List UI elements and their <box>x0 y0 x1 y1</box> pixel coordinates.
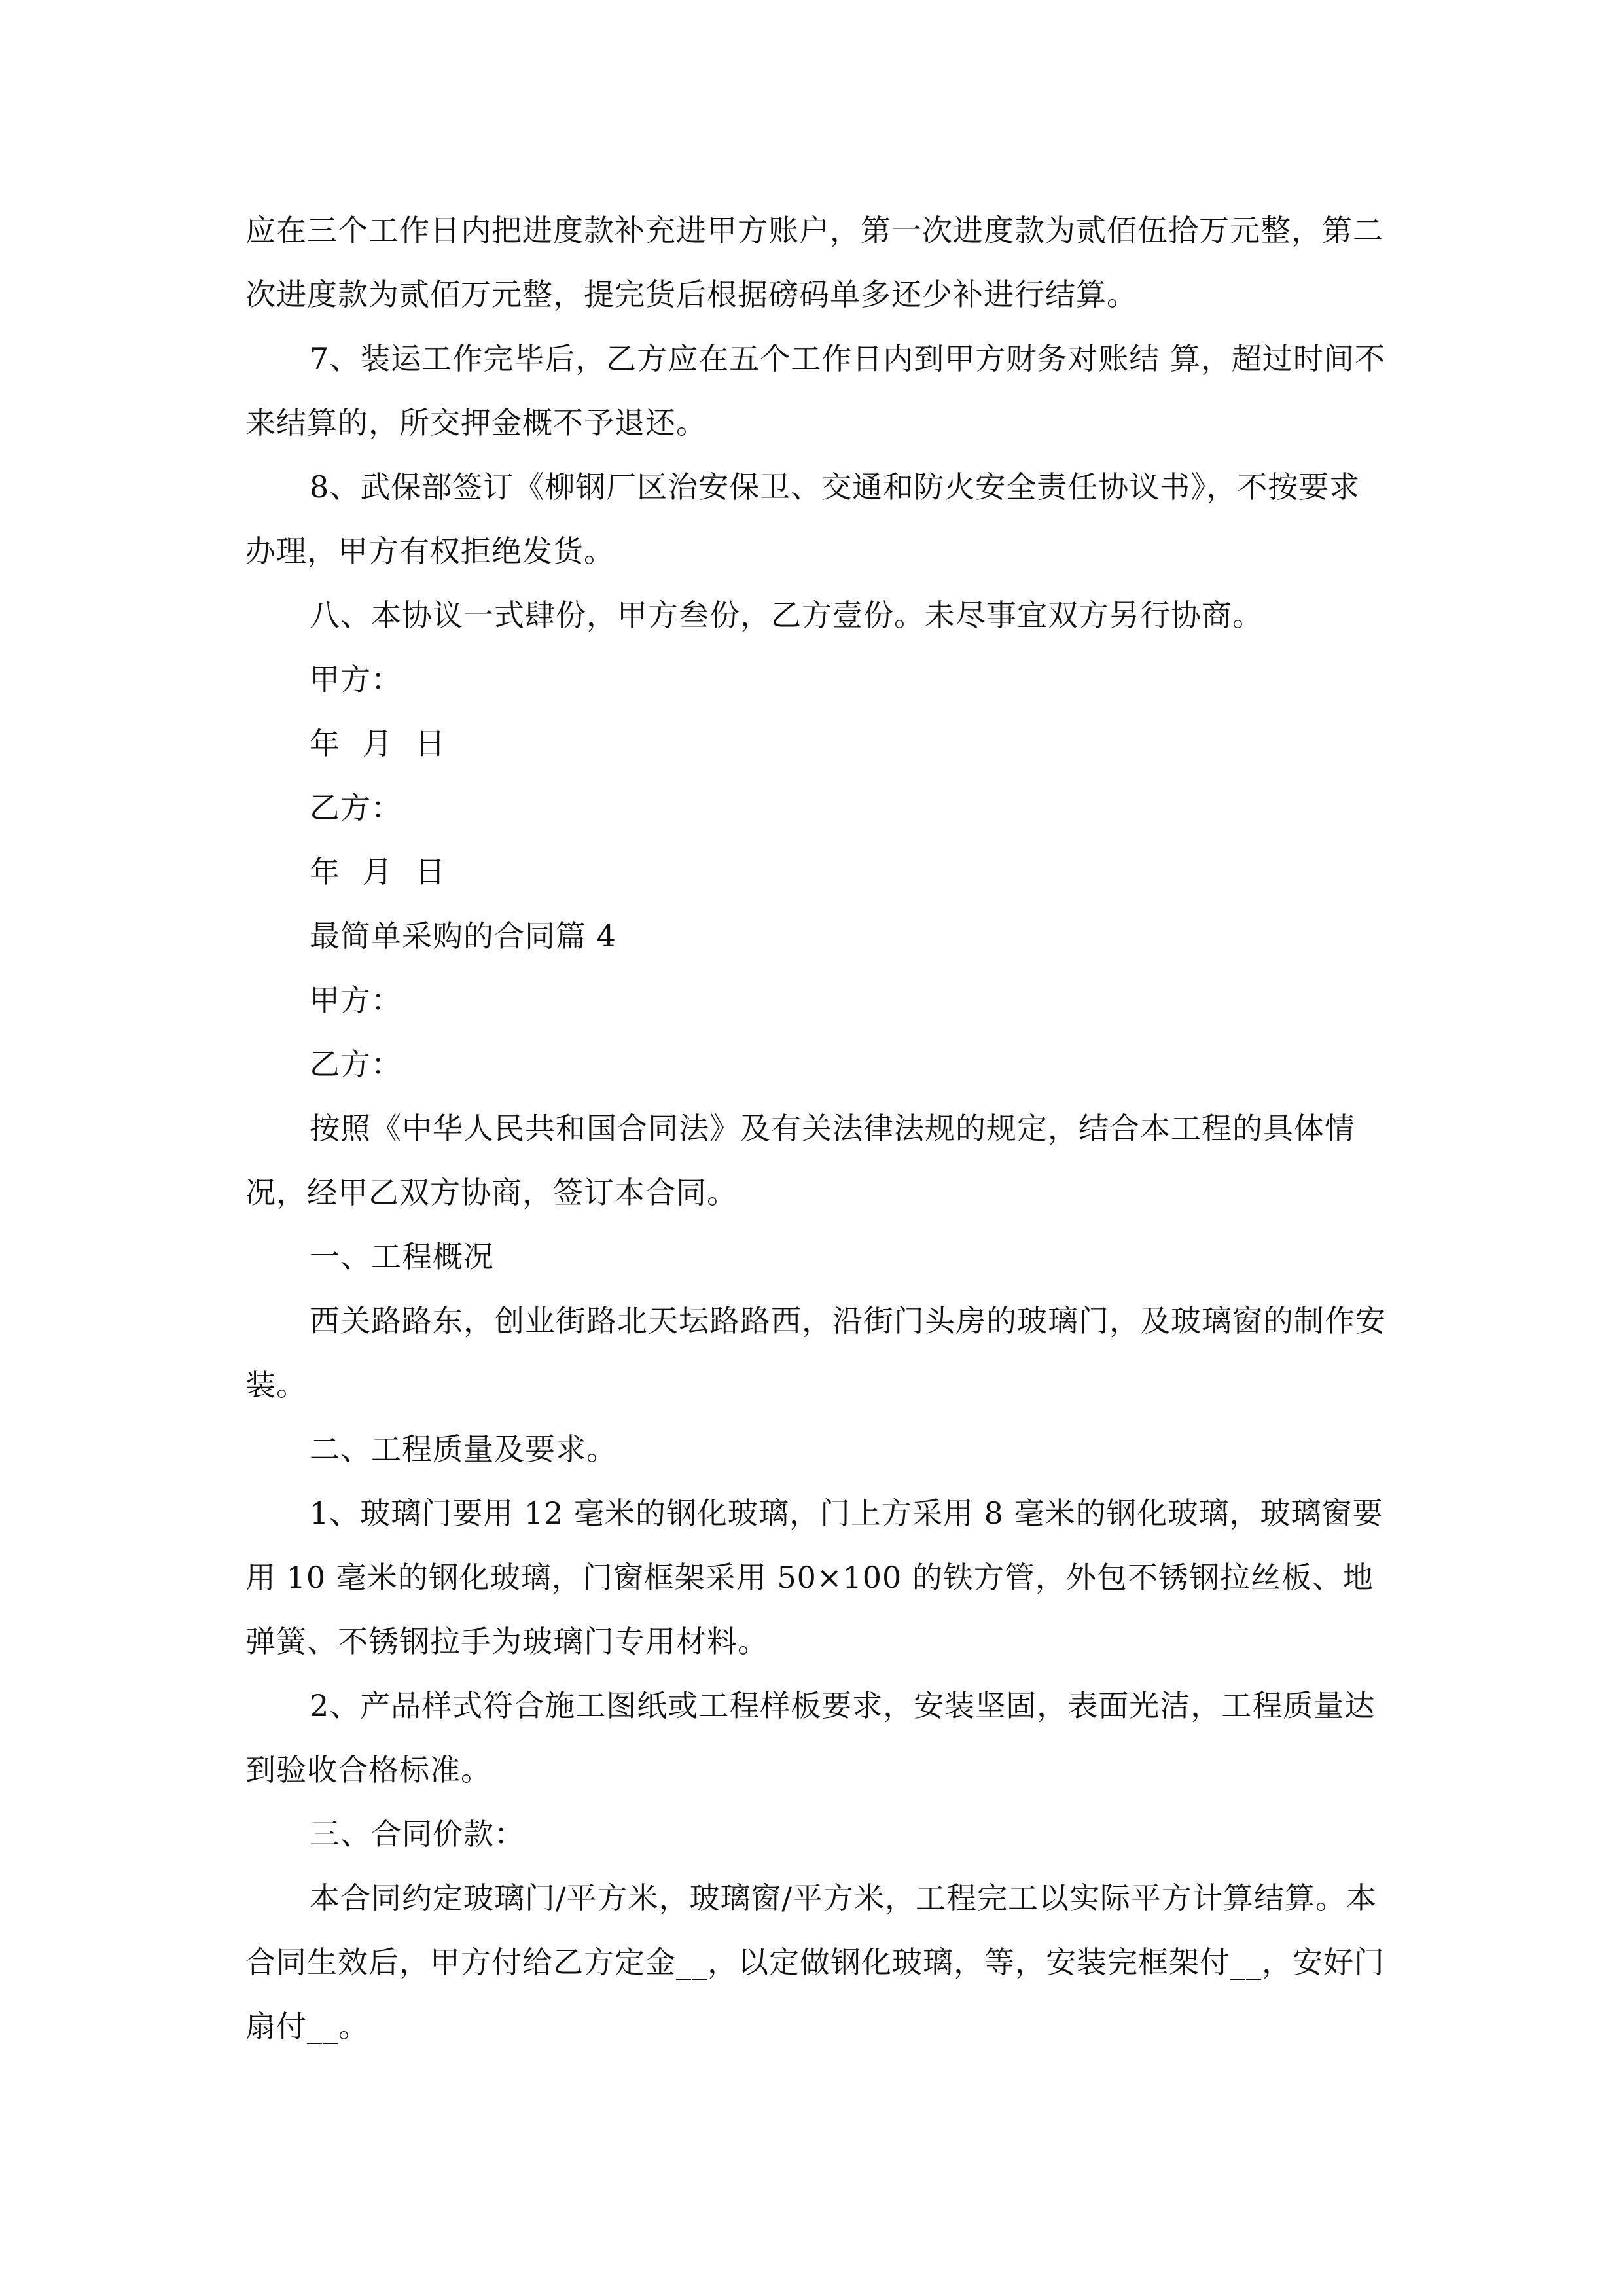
section-2-heading: 二、工程质量及要求。 <box>310 1431 617 1467</box>
section-1-heading: 一、工程概况 <box>310 1239 494 1274</box>
paragraph-clause-7: 7、装运工作完毕后，乙方应在五个工作日内到甲方财务对账结 算，超过时间不来结算的，所交押金概不予退还。 <box>245 341 1385 440</box>
section-3-body: 本合同约定玻璃门/平方米，玻璃窗/平方米，工程完工以实际平方计算结算。本合同生效后，甲方付给乙方定金__，以定做钢化玻璃，等，安装完框架付__，安好门扇付__。 <box>245 1880 1385 2044</box>
contract-4-intro: 按照《中华人民共和国合同法》及有关法律法规的规定，结合本工程的具体情况，经甲乙双方协商，签订本合同。 <box>245 1111 1355 1210</box>
paragraph-section-8-copies: 八、本协议一式肆份，甲方叁份，乙方壹份。未尽事宜双方另行协商。 <box>310 598 1263 633</box>
contract-4-party-a-label: 甲方： <box>310 982 402 1018</box>
section-3-heading: 三、合同价款： <box>310 1816 525 1852</box>
party-a-date-line: 年 月 日 <box>310 726 446 761</box>
document-body <box>245 198 1387 2058</box>
party-a-signature-label: 甲方： <box>310 662 402 697</box>
contract-4-party-b-label: 乙方： <box>310 1047 402 1082</box>
section-2-item-2: 2、产品样式符合施工图纸或工程样板要求，安装坚固，表面光洁，工程质量达到验收合格标准。 <box>245 1688 1376 1787</box>
section-2-item-1: 1、玻璃门要用 12 毫米的钢化玻璃，门上方采用 8 毫米的钢化玻璃，玻璃窗要用 10 毫米的钢化玻璃，门窗框架采用 50×100 的铁方管，外包不锈钢拉丝板、地弹簧、不锈钢拉手为玻璃门专用材料。 <box>245 1496 1383 1659</box>
contract-4-title: 最简单采购的合同篇 4 <box>310 918 616 954</box>
party-b-signature-label: 乙方： <box>310 790 402 825</box>
paragraph-progress-payment: 应在三个工作日内把进度款补充进甲方账户，第一次进度款为贰佰伍拾万元整，第二次进度款为贰佰万元整，提完货后根据磅码单多还少补进行结算。 <box>245 213 1383 312</box>
party-b-date-line: 年 月 日 <box>310 854 446 889</box>
section-1-body: 西关路路东，创业街路北天坛路路西，沿街门头房的玻璃门，及玻璃窗的制作安装。 <box>245 1303 1386 1403</box>
paragraph-clause-8: 8、武保部签订《柳钢厂区治安保卫、交通和防火安全责任协议书》，不按要求办理，甲方有权拒绝发货。 <box>245 469 1361 569</box>
